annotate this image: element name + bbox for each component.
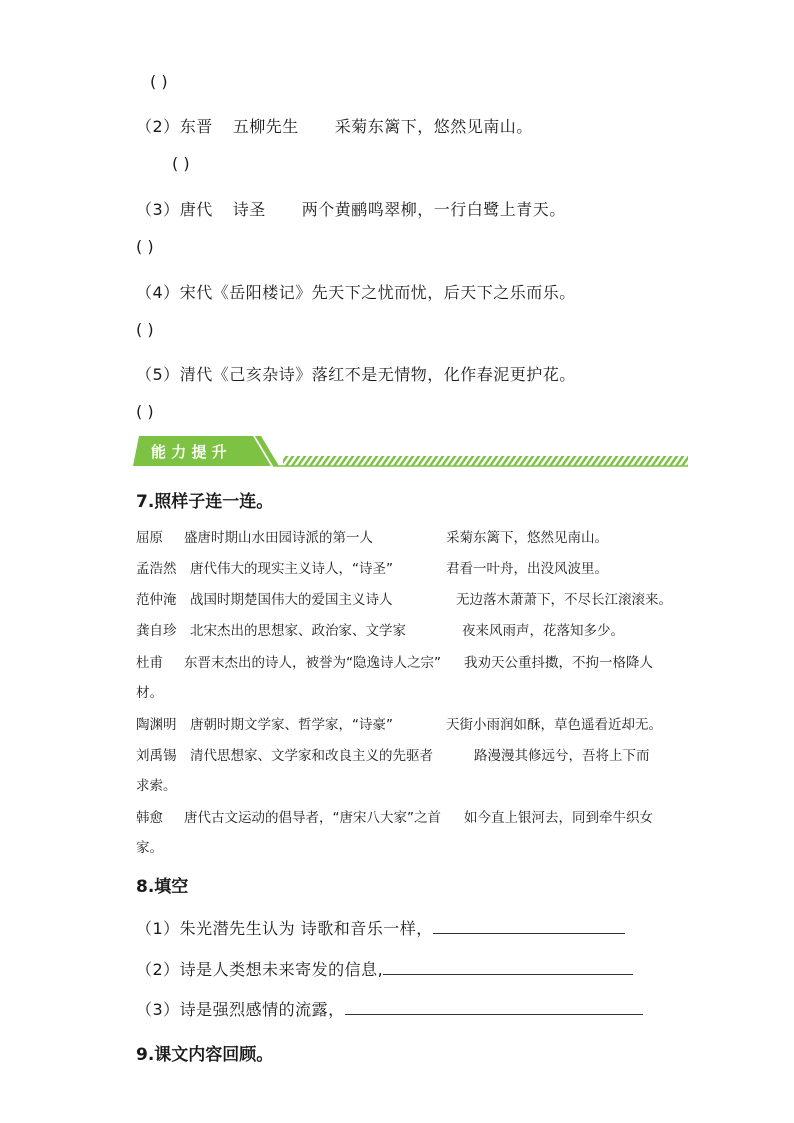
item-number: （4） [136,283,180,302]
poem-line: 路漫漫其修远兮，吾将上下而 [474,748,650,764]
item-line: 先天下之忧而忧，后天下之乐而乐。 [311,283,576,302]
item-who: 《己亥杂诗》 [212,365,312,384]
answer-paren-3: ( ) [136,237,154,256]
poem-line-continued: 家。 [136,840,163,856]
poem-line: 夜来风雨声，花落知多少。 [462,623,624,639]
item-era: 东晋 [179,117,213,136]
item-who: 《岳阳楼记》 [212,283,312,302]
question-8-title: 8.填空 [136,877,189,897]
poem-line: 我劝天公重抖擞，不拘一格降人 [464,655,653,671]
item-who: 诗圣 [232,200,266,219]
poet-name: 范仲淹 [136,592,177,608]
answer-paren-4: ( ) [136,320,154,339]
poet-name: 屈原 [136,530,163,546]
answer-paren-1: ( ) [150,72,168,91]
item-3 [136,197,566,220]
poet-desc: 唐代伟大的现实主义诗人，“诗圣” [190,561,393,577]
question-9-title: 9.课文内容回顾。 [136,1045,274,1065]
poem-line-continued: 求索。 [136,778,177,794]
poet-desc: 北宋杰出的思想家、政治家、文学家 [190,623,406,639]
item-era: 唐代 [179,200,213,219]
answer-blank[interactable] [345,1000,643,1015]
fill-item-1 [136,916,625,939]
item-2 [136,114,533,137]
fill-prompt: （1）朱光潜先生认为 诗歌和音乐一样， [136,919,433,938]
poem-line: 无边落木萧萧下，不尽长江滚滚来。 [456,592,672,608]
poem-line: 君看一叶舟，出没风波里。 [446,561,608,577]
poet-name: 陶渊明 [136,717,177,733]
poem-line: 采菊东篱下，悠然见南山。 [446,530,608,546]
item-number: （5） [136,365,180,384]
fill-prompt: （2）诗是人类想未来寄发的信息, [136,960,384,979]
item-5 [136,362,576,385]
poet-name: 孟浩然 [136,561,177,577]
poet-desc: 清代思想家、文学家和改良主义的先驱者 [190,748,433,764]
question-7-title: 7.照样子连一连。 [136,492,274,512]
poet-name: 龚自珍 [136,623,177,639]
poem-line: 如今直上银河去，同到牵牛织女 [464,810,653,826]
poet-name: 刘禹锡 [136,748,177,764]
answer-paren-5: ( ) [136,402,154,421]
answer-paren-2: ( ) [172,154,190,173]
section-banner [133,434,693,470]
poet-desc: 唐代古文运动的倡导者，“唐宋八大家”之首 [184,810,441,826]
fill-item-2 [136,957,633,980]
poet-name: 韩愈 [136,810,163,826]
item-number: （3） [136,200,180,219]
item-who: 五柳先生 [232,117,299,136]
poem-line-continued: 材。 [136,685,163,701]
poet-desc: 盛唐时期山水田园诗派的第一人 [184,530,373,546]
poet-name: 杜甫 [136,655,163,671]
item-4 [136,280,576,303]
item-line: 两个黄鹂鸣翠柳，一行白鹭上青天。 [301,200,566,219]
item-era: 清代 [179,365,213,384]
poem-line: 天街小雨润如酥，草色遥看近却无。 [446,717,662,733]
fill-prompt: （3）诗是强烈感情的流露， [136,1000,345,1019]
match-row-1 [136,526,163,546]
item-line: 采菊东篱下，悠然见南山。 [334,117,533,136]
item-line: 落红不是无情物，化作春泥更护花。 [311,365,576,384]
poet-desc: 东晋末杰出的诗人，被誉为“隐逸诗人之宗” [184,655,441,671]
banner-hatch [283,456,688,466]
poet-desc: 战国时期楚国伟大的爱国主义诗人 [190,592,393,608]
answer-blank[interactable] [383,960,633,975]
banner-label: 能 力 提 升 [151,443,227,461]
item-era: 宋代 [179,283,213,302]
fill-item-3 [136,997,643,1020]
answer-blank[interactable] [433,919,625,934]
item-number: （2） [136,117,180,136]
poet-desc: 唐朝时期文学家、哲学家，“诗豪” [190,717,393,733]
